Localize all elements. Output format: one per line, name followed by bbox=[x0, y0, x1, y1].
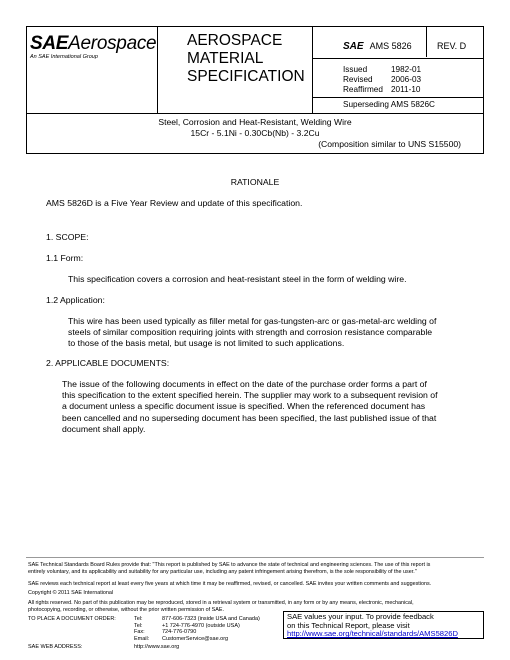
rationale-heading: RATIONALE bbox=[230, 177, 280, 187]
date-value: 2011-10 bbox=[391, 85, 421, 95]
rights-line: All rights reserved. No part of this publication may be reproduced, stored in a retrieval system or transmitted, in any form or by any means, electronic, mechanical, bbox=[28, 600, 414, 606]
title-line: AEROSPACE bbox=[187, 32, 283, 49]
rules-line: entirely voluntary, and its applicability and suitability for any particular use, including any patent infringement arising therefrom, is the sole responsibility of the user." bbox=[28, 568, 417, 575]
web-address-table bbox=[28, 644, 179, 651]
superseding-note: Superseding AMS 5826C bbox=[343, 100, 435, 109]
paragraph-line: The issue of the following documents in effect on the date of the purchase order forms a part of bbox=[62, 379, 427, 389]
rights-line: photocopying, recording, or otherwise, without the prior written permission of SAE. bbox=[28, 606, 224, 613]
web-row bbox=[28, 644, 179, 651]
doc-number-text: AMS 5826 bbox=[369, 41, 412, 51]
logo-word: Aerospace bbox=[68, 33, 157, 54]
paragraph-line: this specification to the extent specified herein. The supplier may work to a subsequent revision of bbox=[62, 390, 438, 401]
contact-value: 724-776-0790 bbox=[162, 629, 197, 636]
footer-divider bbox=[26, 557, 484, 558]
section-2-text bbox=[62, 379, 438, 435]
feedback-text: SAE values your input. To provide feedback bbox=[287, 612, 434, 621]
paragraph-line: been cancelled and no superseding document has been specified, the last published issue of that bbox=[62, 412, 437, 423]
date-table bbox=[343, 65, 421, 96]
web-address-link[interactable]: http://www.sae.org bbox=[134, 644, 180, 651]
date-label: Issued bbox=[343, 65, 368, 74]
paragraph-line: This wire has been used typically as filler metal for gas-tungsten-arc or gas-metal-arc welding of bbox=[68, 316, 437, 326]
header-divider bbox=[157, 27, 158, 113]
material-composition: 15Cr - 5.1Ni - 0.30Cb(Nb) - 3.2Cu bbox=[190, 128, 320, 138]
material-title-box bbox=[26, 114, 484, 154]
section-1-2-heading: 1.2 Application: bbox=[46, 295, 105, 305]
contact-row bbox=[28, 629, 260, 636]
feedback-link[interactable]: http://www.sae.org/technical/standards/AMS5826D bbox=[287, 629, 458, 639]
title-line: MATERIAL bbox=[187, 50, 264, 67]
paragraph-line: a document unless a specific document issue is specified. When the referenced document has bbox=[62, 401, 426, 412]
date-row bbox=[343, 65, 421, 75]
logo-tagline: An SAE International Group bbox=[30, 54, 98, 60]
order-contacts-table bbox=[28, 616, 260, 642]
feedback-text: on this Technical Report, please visit bbox=[287, 620, 410, 630]
order-label: TO PLACE A DOCUMENT ORDER: bbox=[28, 616, 116, 622]
contact-row bbox=[28, 623, 260, 630]
sae-aerospace-logo bbox=[30, 33, 156, 55]
rationale-text: AMS 5826D is a Five Year Review and update of this specification. bbox=[46, 198, 303, 208]
date-label: Reaffirmed bbox=[343, 85, 383, 95]
date-row bbox=[343, 75, 421, 85]
revision-label: REV. D bbox=[437, 41, 467, 51]
rules-line: SAE Technical Standards Board Rules provide that: "This report is published by SAE to advance the state of technical and engineering sciences. The use of this report is bbox=[28, 562, 431, 568]
review-note: SAE reviews each technical report at least every five years at which time it may be reaffirmed, revised, or cancelled. SAE invites your written comments and suggestions. bbox=[28, 581, 432, 587]
paragraph-line: to those of the basis metal, but usage is not limited to such applications. bbox=[68, 338, 345, 349]
copyright-notice: Copyright © 2011 SAE International bbox=[28, 590, 114, 596]
header-divider bbox=[312, 58, 483, 59]
section-1-1-text: This specification covers a corrosion and heat-resistant steel in the form of welding wire. bbox=[68, 274, 407, 284]
contact-value[interactable]: +1 724-776-4970 (outside USA) bbox=[162, 622, 240, 629]
contact-label: Tel: bbox=[134, 622, 143, 629]
title-line: SPECIFICATION bbox=[187, 68, 305, 85]
contact-label: Email: bbox=[134, 635, 150, 642]
document-type-title bbox=[187, 32, 337, 86]
contact-label: Fax: bbox=[134, 629, 145, 636]
contact-label: Tel: bbox=[134, 616, 143, 622]
paragraph-line: document shall apply. bbox=[62, 423, 146, 434]
contact-email-link[interactable]: CustomerService@sae.org bbox=[162, 635, 229, 642]
header-box bbox=[26, 26, 484, 114]
header-divider bbox=[312, 97, 483, 98]
logo-brand: SAE bbox=[30, 33, 69, 54]
contact-row bbox=[28, 636, 260, 643]
material-title: Steel, Corrosion and Heat-Resistant, Welding Wire bbox=[158, 117, 352, 127]
document-number bbox=[343, 41, 412, 52]
contact-row bbox=[28, 616, 260, 623]
section-1-heading: 1. SCOPE: bbox=[46, 232, 89, 242]
order-info bbox=[28, 616, 260, 651]
sae-mini-logo: SAE bbox=[343, 41, 364, 52]
date-row bbox=[343, 85, 421, 95]
date-label: Revised bbox=[343, 75, 373, 85]
feedback-box bbox=[283, 611, 484, 639]
section-1-1-heading: 1.1 Form: bbox=[46, 253, 84, 263]
material-uns-note: (Composition similar to UNS S15500) bbox=[318, 139, 461, 149]
contact-value[interactable]: 877-606-7323 (inside USA and Canada) bbox=[162, 616, 260, 622]
technical-standards-rules bbox=[28, 562, 484, 575]
web-label: SAE WEB ADDRESS: bbox=[28, 644, 83, 651]
date-value: 1982-01 bbox=[391, 65, 422, 74]
section-1-2-text bbox=[68, 316, 436, 350]
section-2-heading: 2. APPLICABLE DOCUMENTS: bbox=[46, 358, 170, 368]
paragraph-line: steels of similar composition requiring joints with strength and corrosion resistance comparable bbox=[68, 327, 433, 338]
header-divider bbox=[426, 27, 427, 57]
date-value: 2006-03 bbox=[391, 75, 422, 85]
